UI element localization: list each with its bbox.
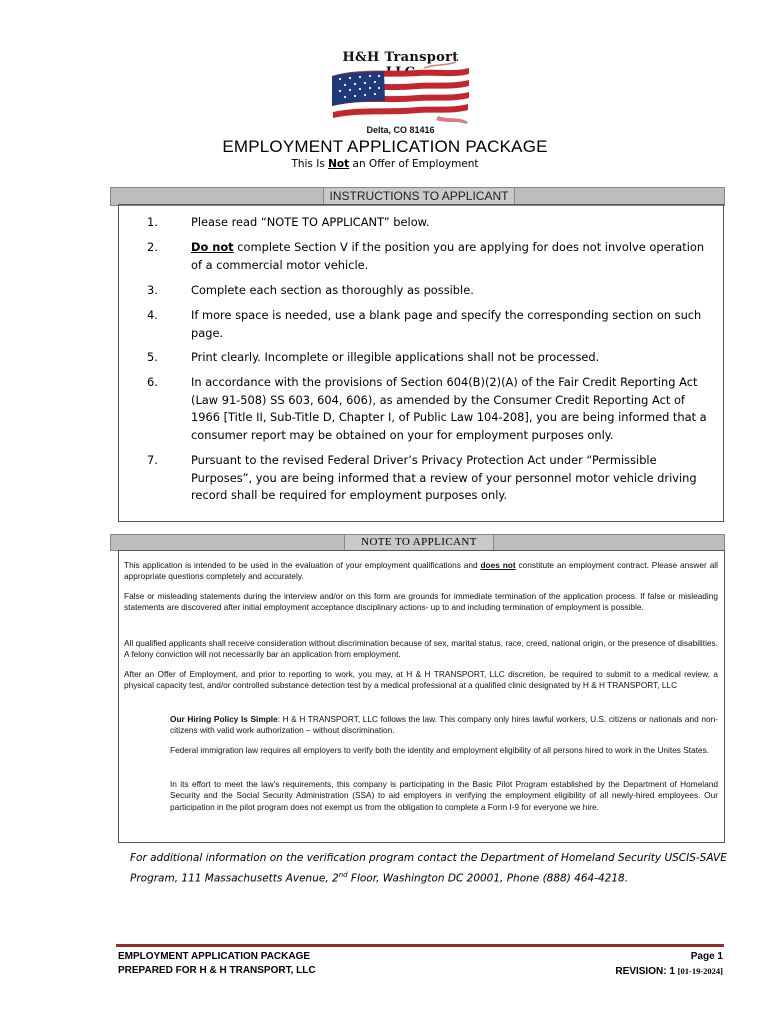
page-number: Page 1 bbox=[690, 951, 723, 962]
footer-divider bbox=[116, 944, 724, 947]
note-paragraph: False or misleading statements during the interview and/or on this form are grounds for immediate termination of the application process. If false or misleading statements are discovered after initial employment acceptance disciplinary actions- up to and including termination of employment is possible. bbox=[124, 591, 718, 613]
note-header-bar bbox=[110, 534, 725, 551]
footer-prepared-for: PREPARED FOR H & H TRANSPORT, LLC bbox=[118, 965, 316, 976]
logo-company-name: H&H Transport bbox=[342, 50, 459, 65]
note-paragraph: This application is intended to be used in the evaluation of your employment qualifications and does not constitute an employment contract. Please answer all appropriate questions completely and accurately. bbox=[124, 560, 718, 582]
hiring-policy-paragraph: Our Hiring Policy Is Simple: H & H TRANSPORT, LLC follows the law. This company only hires lawful workers, U.S. citizens or nationals and non-citizens with valid work authorization – without discrimination. bbox=[170, 714, 718, 736]
footer-left bbox=[118, 950, 316, 978]
note-box bbox=[118, 550, 725, 843]
note-paragraph: Federal immigration law requires all employers to verify both the identity and employment eligibility of all persons hired to work in the Unites States. bbox=[170, 745, 710, 755]
footer-doc-title: EMPLOYMENT APPLICATION PACKAGE bbox=[118, 951, 311, 962]
revision-label: REVISION: 1 [01-19-2024] bbox=[615, 966, 723, 977]
note-paragraph: In its effort to meet the law’s requirements, this company is participating in the Basic Pilot Program established by the Department of Homeland Security and the Social Security Administration (SSA) to aid employers in verifying the employment eligibility of all newly-hired employees. Our participation in the pilot program does not exempt us from the obligation to complete a Form I-9 for everyone we hire. bbox=[170, 779, 718, 812]
note-paragraph: After an Offer of Employment, and prior to reporting to work, you may, at H & H TRANSPORT, LLC discretion, be required to submit to a medical review, a physical capacity test, and/or controlled substance detection test by a medical professional at a qualified clinic designated by H & H TRANSPORT, LLC bbox=[124, 669, 718, 691]
footer-right bbox=[615, 950, 723, 979]
logo-city: Delta, CO 81416 bbox=[366, 125, 435, 135]
company-logo bbox=[328, 46, 473, 138]
page-title: EMPLOYMENT APPLICATION PACKAGE bbox=[222, 137, 548, 156]
note-heading: NOTE TO APPLICANT bbox=[344, 535, 494, 550]
instructions-box: 1. Please read “NOTE TO APPLICANT” below. 2. Do not complete Section V if the position you are applying for does not involve operation of a commercial motor vehicle. 3. Complete each section as thoroughly as possible. 4. If more space is needed, use a blank page and specify the corresponding section on such page. 5. Print clearly. Incomplete or illegible applications shall not be processed. 6. In accordance with the provisions of Section 604(B)(2)(A) of the Fair Credit Reporting Act (Law 91-508) SS 603, 604, 606), as amended by the Consumer Credit Reporting Act of 1966 [Title II, Sub-Title D, Chapter I, of Public Law 104-208], you are being informed that a consumer report may be obtained on your for employment purposes only. 7. Pursuant to the revised Federal Driver’s Privacy Protection Act under “Permissible Purposes”, you are being informed that a review of your personnel motor vehicle driving record shall be required for employment purposes only. bbox=[118, 204, 724, 522]
additional-info-note: For additional information on the verification program contact the Department of Homeland Security USCIS-SAVE Program, 111 Massachusetts Avenue, 2nd Floor, Washington DC 20001, Phone (888) 464-4218. bbox=[130, 852, 727, 884]
note-paragraph: All qualified applicants shall receive consideration without discrimination because of sex, marital status, race, creed, national origin, or the presence of disabilities. A felony conviction will not necessarily bar an application from employment. bbox=[124, 638, 718, 660]
page-subtitle: This Is Not an Offer of Employment bbox=[291, 158, 479, 170]
instructions-heading: INSTRUCTIONS TO APPLICANT bbox=[323, 188, 515, 205]
